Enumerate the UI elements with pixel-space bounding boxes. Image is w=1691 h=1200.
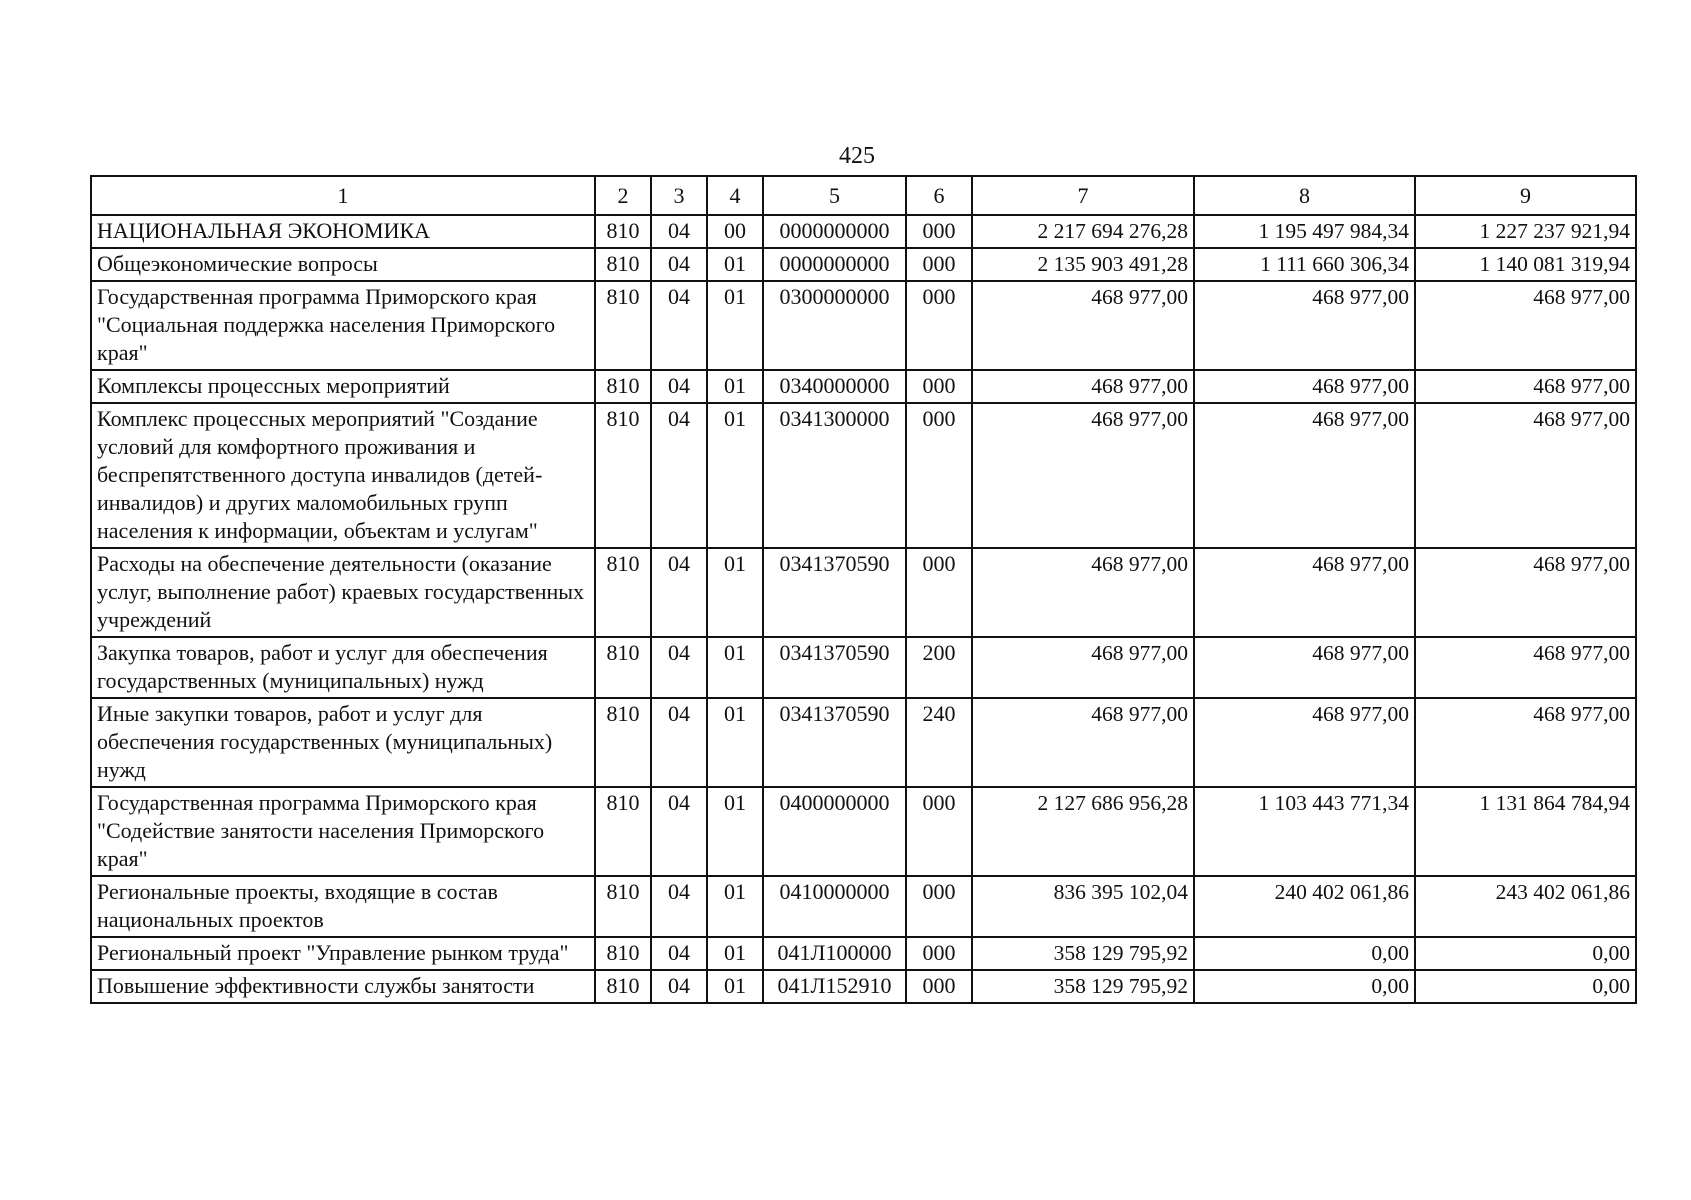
amount-col-7: 468 977,00 [972,370,1194,403]
amount-col-7: 468 977,00 [972,637,1194,698]
table-row [91,281,1636,370]
code-section: 04 [651,215,707,248]
code-ministry: 810 [595,548,651,637]
code-section: 04 [651,281,707,370]
amount-col-7: 468 977,00 [972,548,1194,637]
code-subsection: 01 [707,637,763,698]
code-section: 04 [651,970,707,1003]
code-ministry: 810 [595,787,651,876]
code-subsection: 01 [707,970,763,1003]
code-ministry: 810 [595,937,651,970]
column-header: 9 [1415,176,1636,215]
amount-col-7: 2 217 694 276,28 [972,215,1194,248]
code-section: 04 [651,637,707,698]
row-name: Государственная программа Приморского края "Содействие занятости населения Приморского края" [91,787,595,876]
code-ministry: 810 [595,370,651,403]
table-row [91,248,1636,281]
code-expense-type: 000 [906,281,972,370]
amount-col-9: 0,00 [1415,970,1636,1003]
amount-col-9: 468 977,00 [1415,548,1636,637]
code-expense-type: 000 [906,548,972,637]
row-name: Общеэкономические вопросы [91,248,595,281]
column-header: 7 [972,176,1194,215]
amount-col-8: 468 977,00 [1194,698,1415,787]
amount-col-9: 1 227 237 921,94 [1415,215,1636,248]
column-header: 2 [595,176,651,215]
table-row [91,970,1636,1003]
amount-col-8: 468 977,00 [1194,281,1415,370]
column-header: 5 [763,176,906,215]
column-header: 8 [1194,176,1415,215]
code-subsection: 01 [707,787,763,876]
amount-col-9: 468 977,00 [1415,281,1636,370]
table-row [91,876,1636,937]
table-row [91,637,1636,698]
amount-col-8: 1 111 660 306,34 [1194,248,1415,281]
amount-col-7: 2 127 686 956,28 [972,787,1194,876]
code-target-article: 0410000000 [763,876,906,937]
amount-col-9: 468 977,00 [1415,370,1636,403]
code-target-article: 0000000000 [763,215,906,248]
amount-col-9: 468 977,00 [1415,403,1636,548]
code-ministry: 810 [595,698,651,787]
code-section: 04 [651,698,707,787]
code-ministry: 810 [595,281,651,370]
code-subsection: 01 [707,698,763,787]
amount-col-9: 468 977,00 [1415,698,1636,787]
table-row [91,937,1636,970]
row-name: Региональный проект "Управление рынком труда" [91,937,595,970]
amount-col-8: 1 103 443 771,34 [1194,787,1415,876]
amount-col-9: 0,00 [1415,937,1636,970]
code-expense-type: 000 [906,937,972,970]
code-section: 04 [651,370,707,403]
page-number: 425 [839,143,875,169]
amount-col-7: 358 129 795,92 [972,937,1194,970]
amount-col-8: 0,00 [1194,970,1415,1003]
row-name: Региональные проекты, входящие в состав национальных проектов [91,876,595,937]
code-expense-type: 000 [906,370,972,403]
code-subsection: 01 [707,248,763,281]
code-ministry: 810 [595,248,651,281]
code-expense-type: 240 [906,698,972,787]
code-expense-type: 000 [906,876,972,937]
code-subsection: 00 [707,215,763,248]
code-expense-type: 200 [906,637,972,698]
amount-col-7: 468 977,00 [972,281,1194,370]
code-target-article: 0341300000 [763,403,906,548]
amount-col-9: 1 131 864 784,94 [1415,787,1636,876]
amount-col-9: 243 402 061,86 [1415,876,1636,937]
code-target-article: 0000000000 [763,248,906,281]
amount-col-7: 468 977,00 [972,403,1194,548]
code-section: 04 [651,787,707,876]
table-row [91,787,1636,876]
code-section: 04 [651,548,707,637]
amount-col-8: 468 977,00 [1194,548,1415,637]
code-ministry: 810 [595,215,651,248]
amount-col-8: 1 195 497 984,34 [1194,215,1415,248]
row-name: Расходы на обеспечение деятельности (оказание услуг, выполнение работ) краевых государственных учреждений [91,548,595,637]
code-section: 04 [651,403,707,548]
code-subsection: 01 [707,548,763,637]
amount-col-9: 1 140 081 319,94 [1415,248,1636,281]
code-ministry: 810 [595,970,651,1003]
code-section: 04 [651,248,707,281]
table-row [91,698,1636,787]
table-row [91,548,1636,637]
code-ministry: 810 [595,876,651,937]
code-ministry: 810 [595,637,651,698]
code-ministry: 810 [595,403,651,548]
table-row [91,403,1636,548]
column-header: 4 [707,176,763,215]
code-section: 04 [651,876,707,937]
code-target-article: 0340000000 [763,370,906,403]
column-header: 6 [906,176,972,215]
code-subsection: 01 [707,876,763,937]
amount-col-7: 358 129 795,92 [972,970,1194,1003]
code-subsection: 01 [707,403,763,548]
row-name: Государственная программа Приморского края "Социальная поддержка населения Приморского края" [91,281,595,370]
amount-col-8: 468 977,00 [1194,370,1415,403]
code-target-article: 0341370590 [763,637,906,698]
row-name: НАЦИОНАЛЬНАЯ ЭКОНОМИКА [91,215,595,248]
code-subsection: 01 [707,370,763,403]
row-name: Повышение эффективности службы занятости [91,970,595,1003]
column-header: 3 [651,176,707,215]
amount-col-8: 0,00 [1194,937,1415,970]
amount-col-8: 468 977,00 [1194,403,1415,548]
column-header: 1 [91,176,595,215]
row-name: Комплексы процессных мероприятий [91,370,595,403]
code-subsection: 01 [707,281,763,370]
code-section: 04 [651,937,707,970]
table-row [91,370,1636,403]
code-target-article: 0341370590 [763,698,906,787]
code-expense-type: 000 [906,248,972,281]
code-target-article: 0400000000 [763,787,906,876]
amount-col-8: 468 977,00 [1194,637,1415,698]
code-expense-type: 000 [906,215,972,248]
amount-col-7: 836 395 102,04 [972,876,1194,937]
amount-col-7: 468 977,00 [972,698,1194,787]
budget-table [90,175,1637,1004]
amount-col-8: 240 402 061,86 [1194,876,1415,937]
code-expense-type: 000 [906,970,972,1003]
row-name: Комплекс процессных мероприятий "Создание условий для комфортного проживания и беспрепятственного доступа инвалидов (детей-инвалидов) и других маломобильных групп населения к информации, объектам и услугам" [91,403,595,548]
code-expense-type: 000 [906,787,972,876]
code-target-article: 0300000000 [763,281,906,370]
row-name: Иные закупки товаров, работ и услуг для обеспечения государственных (муниципальных) нужд [91,698,595,787]
code-target-article: 041Л152910 [763,970,906,1003]
header-row [91,176,1636,215]
amount-col-9: 468 977,00 [1415,637,1636,698]
code-target-article: 0341370590 [763,548,906,637]
table-row [91,215,1636,248]
row-name: Закупка товаров, работ и услуг для обеспечения государственных (муниципальных) нужд [91,637,595,698]
code-subsection: 01 [707,937,763,970]
code-expense-type: 000 [906,403,972,548]
code-target-article: 041Л100000 [763,937,906,970]
amount-col-7: 2 135 903 491,28 [972,248,1194,281]
